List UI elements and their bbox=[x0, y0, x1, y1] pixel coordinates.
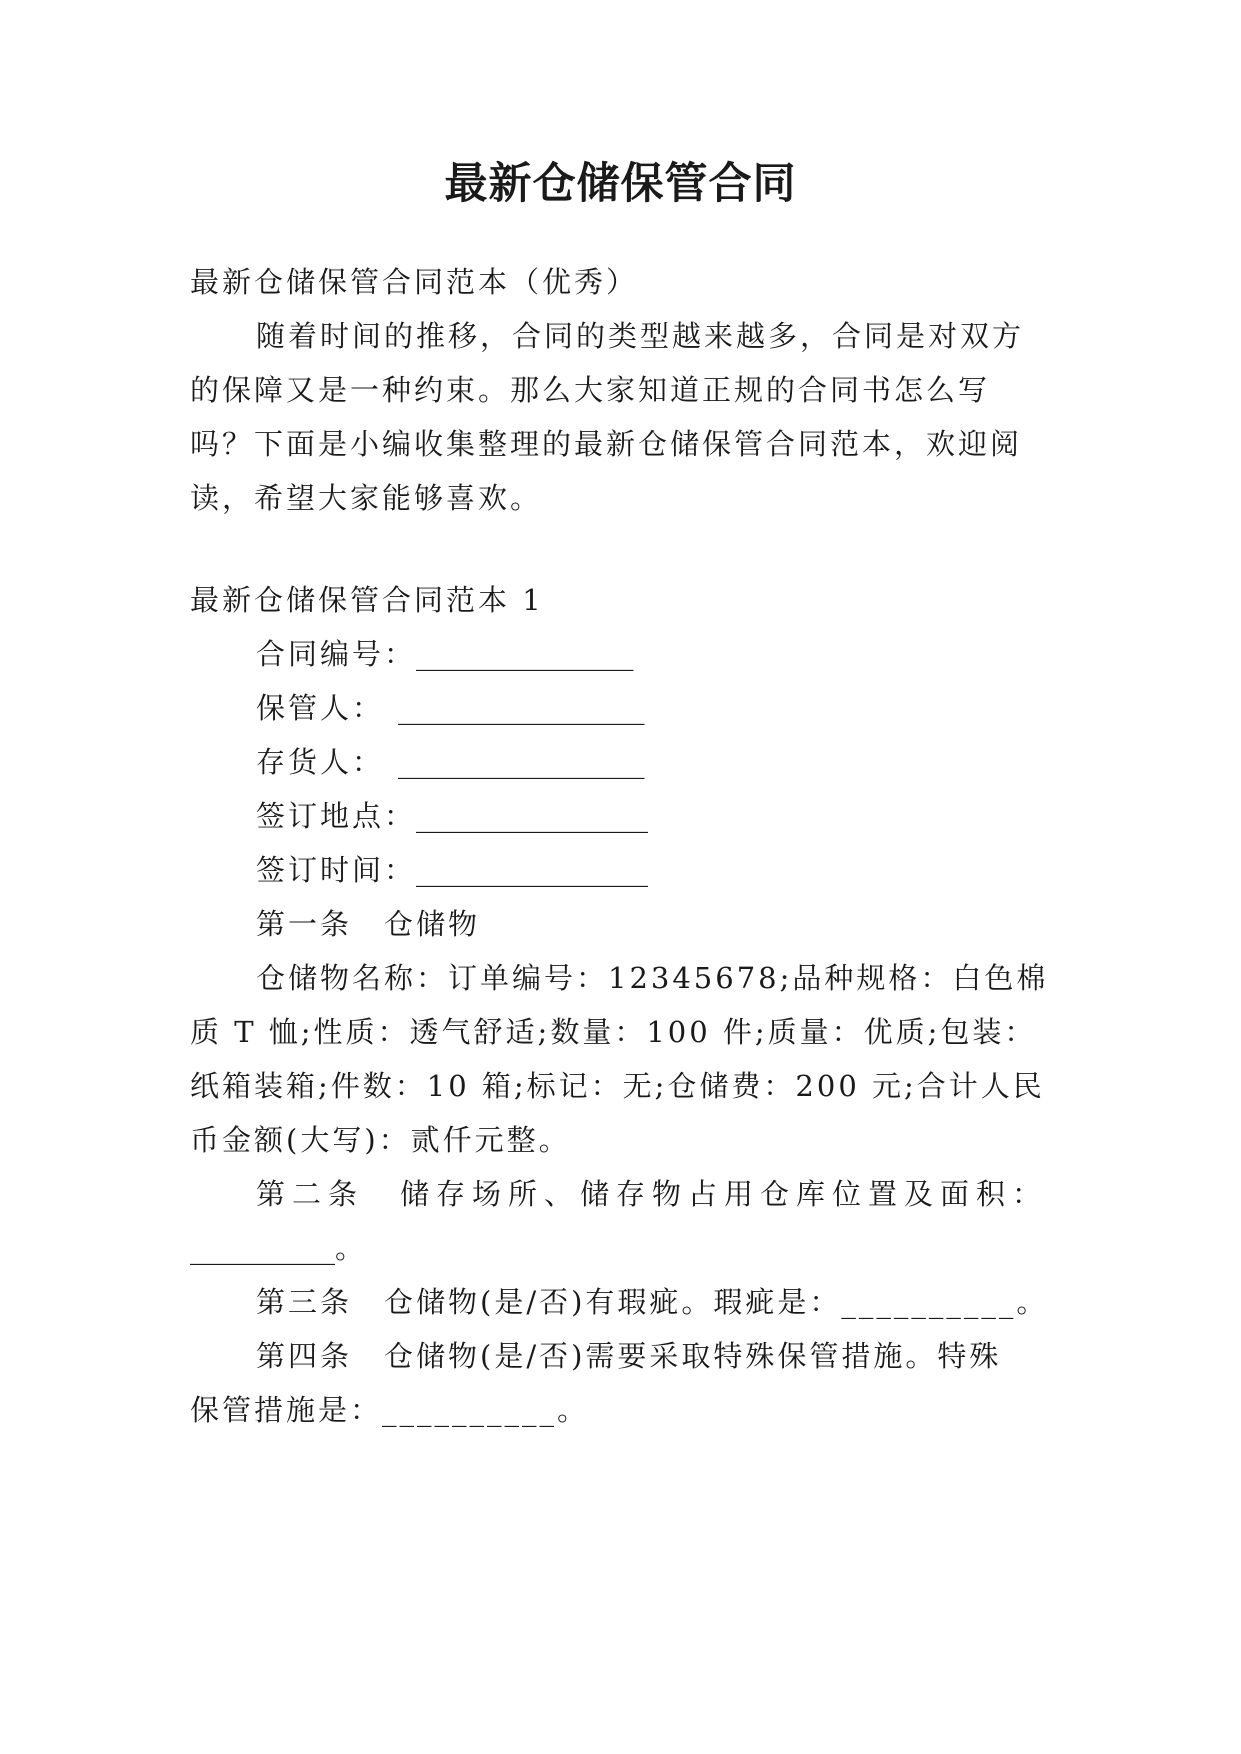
article3-line: 第三条 仓储物(是/否)有瑕疵。瑕疵是：__________。 bbox=[256, 1285, 1049, 1319]
article2-line: 第二条 储存场所、储存物占用仓库位置及面积： bbox=[256, 1177, 1049, 1211]
section-heading: 最新仓储保管合同范本 1 bbox=[190, 583, 544, 617]
article1-line: 仓储物名称：订单编号：12345678;品种规格：白色棉 bbox=[256, 961, 1049, 995]
field-label: 保管人： bbox=[256, 691, 385, 725]
field-blank: _______________ bbox=[416, 637, 634, 671]
field-signing-place bbox=[256, 796, 648, 836]
intro-line: 的保障又是一种约束。那么大家知道正规的合同书怎么写 bbox=[190, 373, 991, 407]
article1-line: 币金额(大写)：贰仟元整。 bbox=[190, 1123, 571, 1157]
article4-line: 第四条 仓储物(是/否)需要采取特殊保管措施。特殊 bbox=[256, 1339, 1002, 1373]
field-contract-number bbox=[256, 634, 634, 674]
document-subtitle: 最新仓储保管合同范本（优秀） bbox=[190, 265, 639, 299]
field-label: 合同编号： bbox=[256, 637, 417, 671]
intro-line: 随着时间的推移，合同的类型越来越多，合同是对双方 bbox=[256, 319, 1025, 353]
field-label: 签订时间： bbox=[256, 853, 417, 887]
intro-line: 读，希望大家能够喜欢。 bbox=[190, 481, 543, 515]
field-blank: ________________ bbox=[416, 853, 649, 887]
intro-line: 吗？下面是小编收集整理的最新仓储保管合同范本，欢迎阅 bbox=[190, 427, 1023, 461]
article1-line: 纸箱装箱;件数：10 箱;标记：无;仓储费：200 元;合计人民 bbox=[190, 1069, 1045, 1103]
field-label: 签订地点： bbox=[256, 799, 417, 833]
field-blank: ________________ bbox=[416, 799, 649, 833]
field-signing-time bbox=[256, 850, 648, 890]
document-title: 最新仓储保管合同 bbox=[444, 159, 797, 209]
field-depositor bbox=[256, 742, 645, 782]
article4-line: 保管措施是：__________。 bbox=[190, 1393, 590, 1427]
field-blank: _________________ bbox=[398, 691, 645, 725]
field-blank: _________________ bbox=[398, 745, 645, 779]
article1-line: 质 T 恤;性质：透气舒适;数量：100 件;质量：优质;包装： bbox=[190, 1015, 1037, 1049]
article2-blank: __________。 bbox=[190, 1231, 365, 1265]
article1-heading: 第一条 仓储物 bbox=[256, 907, 481, 941]
field-custodian bbox=[256, 688, 645, 728]
field-label: 存货人： bbox=[256, 745, 385, 779]
